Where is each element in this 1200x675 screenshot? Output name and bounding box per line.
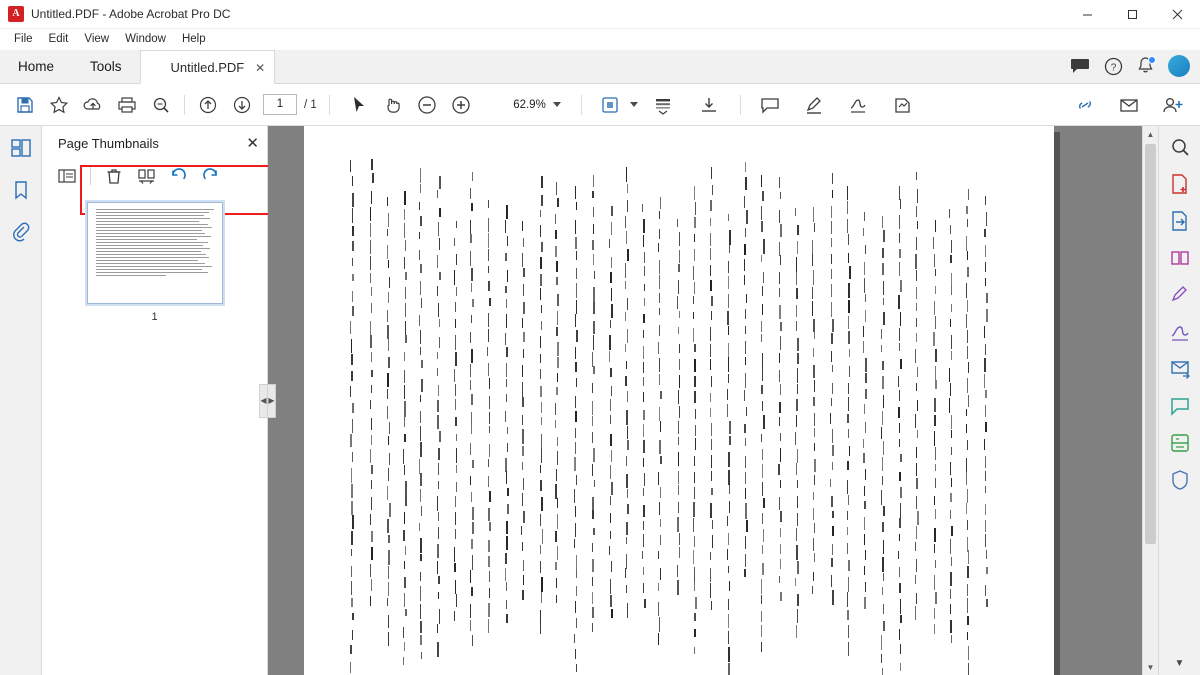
page-thumbnails-panel xyxy=(42,126,268,675)
tab-home[interactable]: Home xyxy=(18,58,55,74)
thumbnail-size-icon[interactable] xyxy=(52,163,82,189)
toolbar-view-tools xyxy=(342,88,478,122)
close-icon[interactable]: ✕ xyxy=(246,135,259,152)
scroll-down-arrow[interactable]: ▼ xyxy=(1146,662,1155,672)
scroll-mode-icon[interactable] xyxy=(646,88,680,122)
comment-balloon-icon[interactable] xyxy=(1070,58,1090,74)
comment-icon[interactable] xyxy=(753,88,787,122)
zoom-in-icon[interactable] xyxy=(444,88,478,122)
star-icon[interactable] xyxy=(42,88,76,122)
thumbnail-text-lines xyxy=(96,209,214,295)
tab-tools[interactable]: Tools xyxy=(90,58,122,74)
tab-strip xyxy=(0,50,1200,84)
window-title: Untitled.PDF - Adobe Acrobat Pro DC xyxy=(31,7,231,21)
page-thumbnail-image[interactable] xyxy=(87,202,223,304)
handwritten-notes-ink xyxy=(324,136,1044,675)
toolbar-annotation-group xyxy=(753,88,919,122)
scan-and-ocr-icon[interactable] xyxy=(1166,430,1194,456)
acrobat-icon: A xyxy=(8,6,24,22)
page-count-label: / 1 xyxy=(304,98,317,111)
scroll-up-arrow[interactable]: ▲ xyxy=(1146,129,1155,139)
search-icon[interactable] xyxy=(1166,134,1194,160)
toolbar-divider-2 xyxy=(329,95,330,115)
tab-strip-right-icons xyxy=(1070,49,1200,83)
export-pdf-icon[interactable] xyxy=(1166,208,1194,234)
svg-text:?: ? xyxy=(1110,62,1117,73)
highlight-pen-icon[interactable] xyxy=(797,88,831,122)
document-page-area xyxy=(268,126,1158,675)
close-button[interactable] xyxy=(1155,0,1200,29)
email-icon[interactable] xyxy=(1112,88,1146,122)
notification-bell-icon[interactable] xyxy=(1137,57,1154,75)
toolbar-layout-group xyxy=(594,88,726,122)
comment-icon[interactable] xyxy=(1166,393,1194,419)
save-icon[interactable] xyxy=(8,88,42,122)
hand-tool-icon[interactable] xyxy=(376,88,410,122)
page-thumbnails-title: Page Thumbnails xyxy=(58,135,159,151)
expand-tools-handle[interactable]: ▶ xyxy=(268,384,276,418)
scrollbar-thumb[interactable] xyxy=(1145,144,1156,544)
rotate-clockwise-icon[interactable] xyxy=(195,163,225,189)
organize-pages-icon[interactable] xyxy=(1166,245,1194,271)
title-bar xyxy=(0,0,1200,29)
page-thumbnails-toolbar xyxy=(42,160,267,192)
page-up-icon[interactable] xyxy=(191,88,225,122)
page-thumbnails-icon[interactable] xyxy=(7,134,35,162)
window-controls xyxy=(1065,0,1200,29)
close-icon[interactable]: ✕ xyxy=(255,61,266,75)
tab-document-label: Untitled.PDF xyxy=(170,59,245,75)
page-number-input[interactable]: 1 xyxy=(263,94,297,115)
find-zoom-icon[interactable] xyxy=(144,88,178,122)
menu-bar xyxy=(0,29,1200,50)
account-avatar[interactable] xyxy=(1168,55,1190,77)
thumbnail-list xyxy=(42,192,267,675)
rotate-counterclockwise-icon[interactable] xyxy=(163,163,193,189)
right-tools-rail xyxy=(1158,126,1200,675)
print-icon[interactable] xyxy=(110,88,144,122)
toolbar-divider xyxy=(184,95,185,115)
page-down-icon[interactable] xyxy=(225,88,259,122)
thumbnail-toolbar-divider xyxy=(90,167,91,185)
edit-pdf-icon[interactable] xyxy=(1166,282,1194,308)
left-navigation-rail xyxy=(0,126,42,675)
select-cursor-icon[interactable] xyxy=(342,88,376,122)
menu-file[interactable]: File xyxy=(14,33,33,45)
pdf-page[interactable] xyxy=(304,126,1054,675)
toolbar-divider-4 xyxy=(740,95,741,115)
extract-pages-icon[interactable] xyxy=(131,163,161,189)
toolbar-divider-3 xyxy=(581,95,582,115)
tab-document[interactable] xyxy=(140,50,276,84)
fit-page-chevron-down-icon[interactable] xyxy=(630,102,638,107)
collapse-thumbnails-handle[interactable]: ◀ xyxy=(259,384,268,418)
add-user-icon[interactable] xyxy=(1156,88,1190,122)
download-icon[interactable] xyxy=(692,88,726,122)
vertical-scrollbar[interactable] xyxy=(1142,126,1158,675)
zoom-level-group[interactable] xyxy=(500,99,561,111)
menu-help[interactable]: Help xyxy=(181,33,206,45)
toolbar-page-nav xyxy=(191,88,317,122)
protect-icon[interactable] xyxy=(1166,467,1194,493)
main-toolbar xyxy=(0,84,1200,126)
notification-dot xyxy=(1148,56,1156,64)
create-pdf-icon[interactable] xyxy=(1166,171,1194,197)
send-for-comments-icon[interactable] xyxy=(1166,356,1194,382)
document-view[interactable] xyxy=(268,126,1158,675)
thumbnail-page-number: 1 xyxy=(151,311,158,323)
sign-icon[interactable] xyxy=(841,88,875,122)
fit-page-icon[interactable] xyxy=(594,88,628,122)
link-share-icon[interactable] xyxy=(1068,88,1102,122)
chevron-down-icon[interactable] xyxy=(553,102,561,107)
cloud-upload-icon[interactable] xyxy=(76,88,110,122)
menu-view[interactable]: View xyxy=(84,33,110,45)
zoom-out-icon[interactable] xyxy=(410,88,444,122)
thumbnail-item[interactable] xyxy=(42,202,267,323)
zoom-level-value[interactable]: 62.9% xyxy=(513,98,546,111)
attachments-icon[interactable] xyxy=(7,218,35,246)
toolbar-file-group xyxy=(8,88,178,122)
maximize-button[interactable] xyxy=(1110,0,1155,29)
menu-window[interactable]: Window xyxy=(125,33,166,45)
minimize-button[interactable] xyxy=(1065,0,1110,29)
stamp-icon[interactable] xyxy=(885,88,919,122)
fill-and-sign-icon[interactable] xyxy=(1166,319,1194,345)
menu-edit[interactable]: Edit xyxy=(48,33,69,45)
more-tools-chevron-down-icon[interactable]: ▼ xyxy=(1174,658,1185,669)
page-thumbnails-header xyxy=(42,126,267,160)
delete-pages-icon[interactable] xyxy=(99,163,129,189)
main-body xyxy=(0,126,1200,675)
toolbar-share-group xyxy=(1068,88,1190,122)
bookmarks-icon[interactable] xyxy=(7,176,35,204)
help-circle-icon[interactable] xyxy=(1104,57,1123,76)
